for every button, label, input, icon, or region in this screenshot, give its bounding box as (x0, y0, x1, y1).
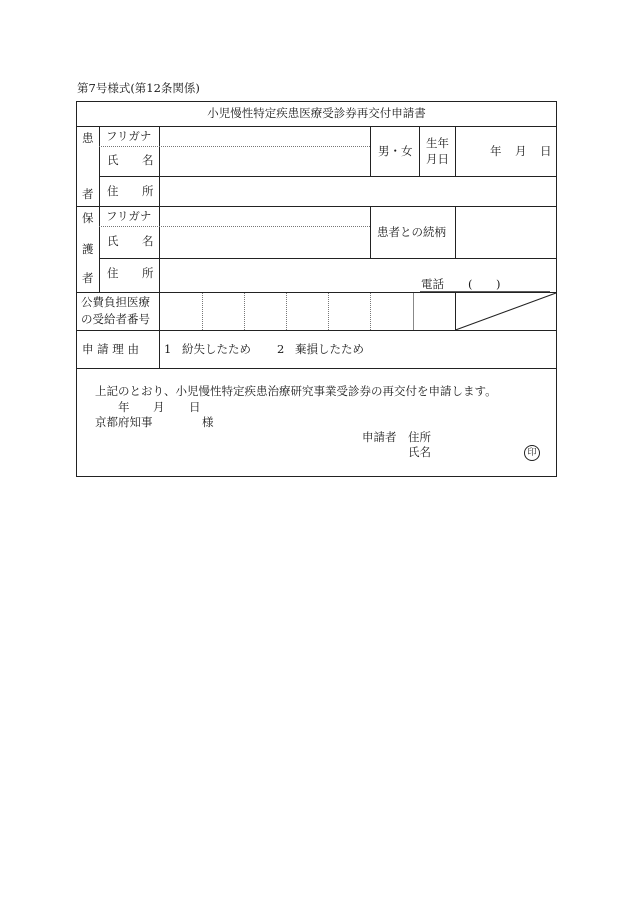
patient-name-label-2: 名 (142, 153, 154, 167)
guardian-section-char-2: 護 (82, 242, 94, 256)
addressee: 京都府知事 (95, 415, 153, 429)
guardian-name-field[interactable] (160, 227, 370, 258)
reason-option-number: 2 (277, 342, 285, 356)
seal-icon: 印 (524, 445, 540, 461)
guardian-furigana-field[interactable] (160, 207, 370, 226)
applicant-address-label: 住所 (408, 430, 431, 444)
reason-label: 申 請 理 由 (82, 342, 139, 356)
patient-address-label-1: 住 (107, 184, 119, 198)
guardian-address-label-1: 住 (107, 266, 119, 280)
patient-furigana-label: フリガナ (106, 129, 152, 143)
patient-address-label-2: 所 (142, 184, 154, 198)
patient-section-char-1: 患 (82, 131, 94, 145)
recipient-number-label-2: の受給者番号 (81, 312, 150, 326)
guardian-phone-paren-open: ( (468, 277, 473, 291)
patient-address-field[interactable] (160, 177, 556, 206)
applicant-name-label: 氏名 (408, 445, 431, 459)
guardian-furigana-label: フリガナ (106, 209, 152, 223)
applicant-label: 申請者 (362, 430, 397, 444)
reason-option-text: 棄損したため (295, 342, 364, 356)
guardian-name-label-2: 名 (142, 234, 154, 248)
patient-gender-label[interactable]: 男・女 (378, 144, 413, 158)
reason-option-number: 1 (164, 342, 172, 356)
patient-name-label-1: 氏 (107, 153, 119, 167)
guardian-relation-field[interactable] (456, 207, 556, 258)
form-number: 第7号様式(第12条関係) (77, 81, 200, 95)
patient-birth-label-1: 生年 (426, 136, 449, 150)
guardian-phone-label: 電話 (421, 277, 444, 291)
addressee-honorific: 様 (202, 415, 214, 429)
declaration-day-unit: 日 (189, 400, 201, 414)
birth-day-unit: 日 (540, 144, 552, 158)
guardian-address-label-2: 所 (142, 266, 154, 280)
patient-birth-label-2: 月日 (426, 152, 449, 166)
guardian-relation-label: 患者との続柄 (377, 225, 446, 239)
patient-furigana-field[interactable] (160, 127, 370, 146)
declaration-year-unit: 年 (118, 400, 130, 414)
patient-section-char-2: 者 (82, 187, 94, 201)
declaration-statement: 上記のとおり、小児慢性特定疾患治療研究事業受診券の再交付を申請します。 (95, 384, 497, 398)
guardian-phone-paren-close: ) (496, 277, 501, 291)
birth-month-unit: 月 (515, 144, 527, 158)
form-title: 小児慢性特定疾患医療受診券再交付申請書 (207, 106, 426, 120)
recipient-number-field[interactable] (160, 293, 455, 330)
reason-option-text: 紛失したため (182, 342, 251, 356)
declaration-month-unit: 月 (153, 400, 165, 414)
guardian-section-char-1: 保 (82, 211, 94, 225)
birth-year-unit: 年 (490, 144, 502, 158)
guardian-name-label-1: 氏 (107, 234, 119, 248)
patient-name-field[interactable] (160, 147, 370, 176)
guardian-section-char-3: 者 (82, 271, 94, 285)
recipient-number-label-1: 公費負担医療 (81, 295, 150, 309)
